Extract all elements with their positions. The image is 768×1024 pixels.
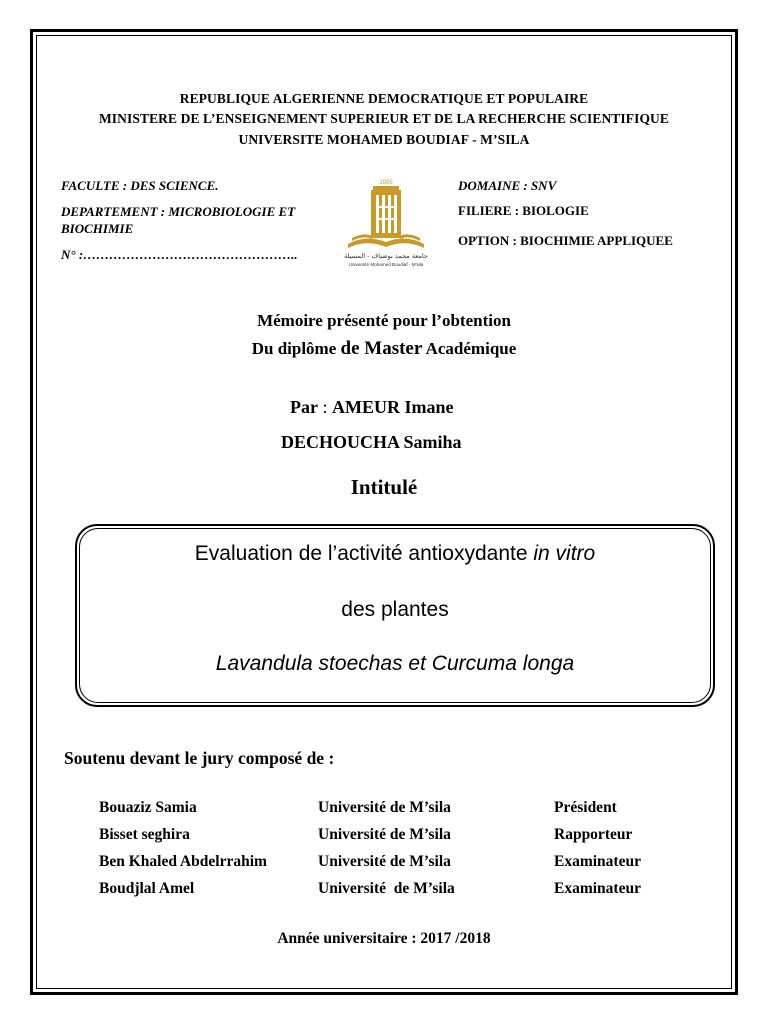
annee-universitaire: Année universitaire : 2017 /2018	[277, 930, 491, 947]
in-vitro-text: in vitro	[533, 542, 596, 565]
jury-role: Président	[554, 799, 617, 816]
jury-university: Université de M’sila	[318, 880, 455, 897]
author-line-1	[290, 397, 454, 418]
academique-text: Académique	[422, 339, 517, 358]
jury-role: Examinateur	[554, 853, 641, 870]
author-1: AMEUR Imane	[332, 397, 454, 417]
jury-name: Boudjlal Amel	[99, 880, 195, 897]
option-label: OPTION : BIOCHIMIE APPLIQUEE	[458, 233, 673, 248]
domaine-label: DOMAINE : SNV	[458, 178, 557, 193]
departement-label: DEPARTEMENT : MICROBIOLOGIE ET	[61, 204, 296, 219]
departement-label-cont: BIOCHIMIE	[61, 221, 134, 236]
jury-heading: Soutenu devant le jury composé de :	[64, 748, 335, 768]
jury-name: Bouaziz Samia	[99, 799, 197, 816]
author-2: DECHOUCHA Samiha	[281, 432, 462, 452]
logo-year: 1985	[379, 180, 393, 186]
memoire-line1: Mémoire présenté pour l’obtention	[257, 311, 511, 330]
diplome-text: Du diplôme	[251, 339, 341, 358]
memoire-line2	[0, 338, 768, 360]
title-line3: Lavandula stoechas et Curcuma longa	[215, 652, 575, 675]
par-label: Par	[290, 397, 318, 417]
header-university: UNIVERSITE MOHAMED BOUDIAF - M’SILA	[238, 132, 530, 147]
intitule-heading: Intitulé	[350, 475, 418, 499]
university-logo	[334, 176, 438, 270]
header-republic: REPUBLIQUE ALGERIENNE DEMOCRATIQUE ET POPULAIRE	[179, 91, 589, 106]
title-text: Evaluation de l’activité antioxydante	[194, 542, 534, 565]
jury-role: Examinateur	[554, 880, 641, 897]
jury-university: Université de M’sila	[318, 799, 451, 816]
faculte-label: FACULTE : DES SCIENCE.	[61, 178, 219, 193]
filiere-label: FILIERE : BIOLOGIE	[458, 203, 589, 218]
logo-latin-name: Université Mohamed Boudiaf - M’sila	[348, 262, 424, 267]
numero-field: N° :…………………………………………..	[61, 247, 298, 262]
jury-name: Ben Khaled Abdelrrahim	[99, 853, 267, 870]
par-separator: :	[317, 397, 332, 417]
jury-university: Université de M’sila	[318, 826, 451, 843]
header-ministry: MINISTERE DE L’ENSEIGNEMENT SUPERIEUR ET DE LA RECHERCHE SCIENTIFIQUE	[98, 111, 670, 126]
logo-arabic-name: جامعة محمد بوضياف - المسيلة	[344, 252, 428, 260]
master-text: de Master	[340, 338, 423, 359]
title-line2: des plantes	[341, 598, 449, 621]
jury-role: Rapporteur	[554, 826, 633, 843]
jury-name: Bisset seghira	[99, 826, 190, 843]
jury-university: Université de M’sila	[318, 853, 451, 870]
title-line1	[75, 542, 715, 566]
